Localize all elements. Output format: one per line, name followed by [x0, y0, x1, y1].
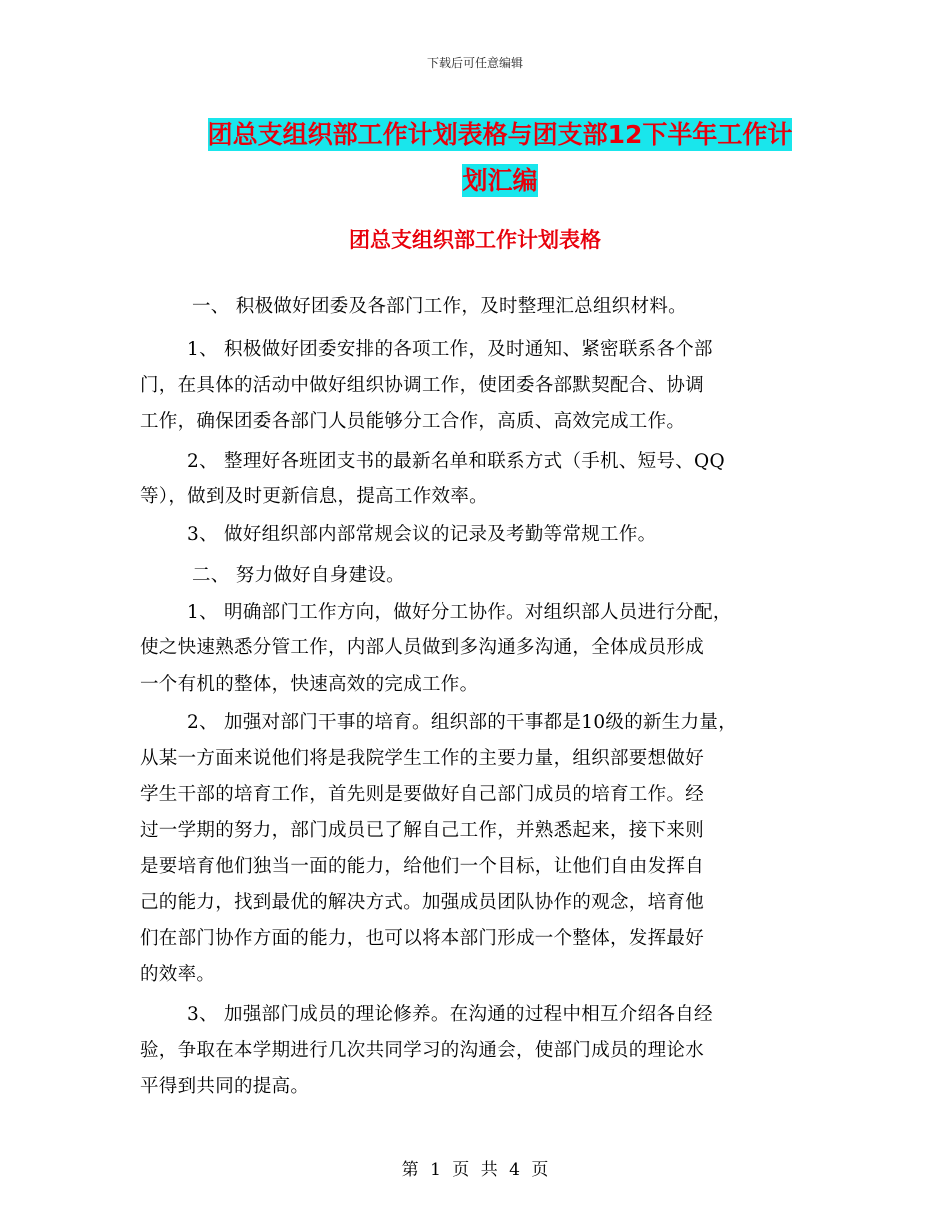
body-line: 1、 明确部门工作方向，做好分工协作。对组织部人员进行分配， [187, 602, 732, 623]
body-line: 一个有机的整体，快速高效的完成工作。 [140, 674, 479, 695]
total-pages: 4 [509, 1160, 520, 1180]
body-line: 的效率。 [140, 964, 216, 985]
body-line: 等），做到及时更新信息，提高工作效率。 [140, 486, 488, 507]
body-line: 工作，确保团委各部门人员能够分工合作，高质、高效完成工作。 [140, 411, 686, 432]
section-title: 团总支组织部工作计划表格 [349, 228, 601, 252]
body-line: 己的能力，找到最优的解决方式。加强成员团队协作的观念，培育他 [140, 892, 705, 913]
body-line: 们在部门协作方面的能力，也可以将本部门形成一个整体，发挥最好 [140, 928, 705, 949]
body-line: 2、 加强对部门干事的培育。组织部的干事都是10级的新生力量， [187, 712, 737, 733]
title-line-1: 团总支组织部工作计划表格与团支部12下半年工作计 [207, 120, 793, 149]
footer-word: 共 [480, 1160, 498, 1180]
footer-word: 页 [531, 1160, 549, 1180]
body-line: 门，在具体的活动中做好组织协调工作，使团委各部默契配合、协调 [140, 375, 705, 396]
body-line: 3、 加强部门成员的理论修养。在沟通的过程中相互介绍各自经 [187, 1004, 713, 1025]
header-note: 下载后可任意编辑 [426, 56, 523, 70]
body-line: 学生干部的培育工作，首先则是要做好自己部门成员的培育工作。经 [140, 784, 705, 805]
body-line: 平得到共同的提高。 [140, 1076, 310, 1097]
page-number: 1 [430, 1160, 441, 1180]
footer-word: 第 [401, 1160, 419, 1180]
body-line: 从某一方面来说他们将是我院学生工作的主要力量，组织部要想做好 [140, 748, 705, 769]
body-line: 验，争取在本学期进行几次共同学习的沟通会，使部门成员的理论水 [140, 1040, 705, 1061]
body-line: 过一学期的努力，部门成员已了解自己工作，并熟悉起来，接下来则 [140, 820, 705, 841]
body-line: 二、 努力做好自身建设。 [192, 565, 405, 586]
document-title [140, 112, 860, 204]
footer-word: 页 [452, 1160, 470, 1180]
page-footer [0, 1155, 950, 1180]
body-line: 一、 积极做好团委及各部门工作，及时整理汇总组织材料。 [192, 296, 687, 317]
title-line-2: 划汇编 [462, 166, 538, 195]
body-line: 1、 积极做好团委安排的各项工作，及时通知、紧密联系各个部 [187, 339, 713, 360]
body-line: 是要培育他们独当一面的能力，给他们一个目标，让他们自由发挥自 [140, 856, 705, 877]
body-line: 2、 整理好各班团支书的最新名单和联系方式（手机、短号、QQ [187, 451, 725, 472]
body-line: 使之快速熟悉分管工作，内部人员做到多沟通多沟通，全体成员形成 [140, 637, 705, 658]
body-line: 3、 做好组织部内部常规会议的记录及考勤等常规工作。 [187, 524, 657, 545]
